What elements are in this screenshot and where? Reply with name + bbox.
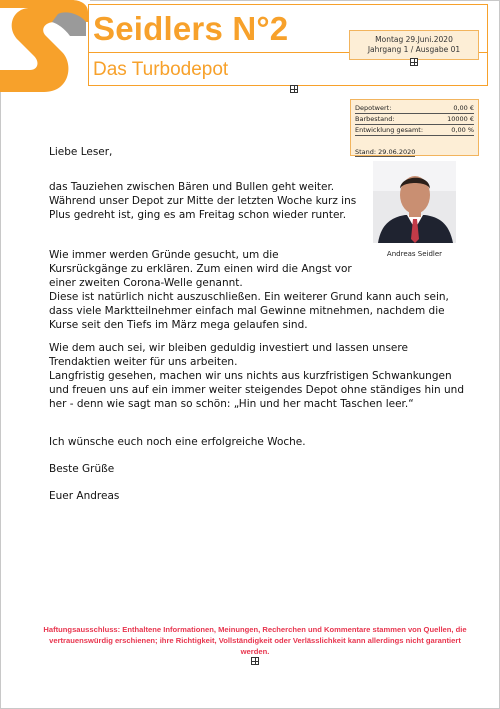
logo-s-icon [0,0,90,92]
depot-summary-box [350,99,479,156]
publication-title: Seidlers N°2 [93,10,289,47]
photo-caption: Andreas Seidler [386,250,443,258]
date-line: Montag 29.Juni.2020 [375,35,453,44]
header-rule-right [487,4,488,86]
depot-label: Barbestand: [355,115,395,123]
depot-row [355,115,474,125]
depot-value: 10000 € [447,115,474,123]
anchor-handle-footer[interactable] [251,657,259,665]
header [0,0,500,92]
letter-closing: Beste Grüße [49,463,115,475]
author-photo [373,161,456,243]
paragraph-part: Diese ist natürlich nicht auszuschließen. Ein weiterer Grund kann auch sein, dass viele Marktteilnehmer einfach mal Gewinne mitnehmen, nachdem die Kurse seit den Tiefs im März mega gelaufen sind. [49,291,449,331]
letter-greeting: Liebe Leser, [49,146,113,158]
issue-line: Jahrgang 1 / Ausgabe 01 [367,45,461,54]
header-rule-left [88,4,89,86]
depot-value: 0,00 € [453,104,474,112]
paragraph-part: Wie dem auch sei, wir bleiben geduldig investiert und lassen unsere Trendaktien weiter für uns arbeiten. [49,342,408,368]
depot-value: 0,00 % [451,126,474,134]
disclaimer: Haftungsausschluss: Enthaltene Informationen, Meinungen, Recherchen und Kommentare stammen von Quellen, die vertrauenswürdig erschienen; ihre Richtigkeit, Vollständigkeit oder Verlässlichkeit kann allerdings nicht garantiert werden. [43,625,467,656]
letter-paragraph [49,248,459,332]
anchor-handle-datebox[interactable] [410,58,418,66]
letter-paragraph: das Tauziehen zwischen Bären und Bullen geht weiter. Während unser Depot zur Mitte der letzten Woche kurz ins Plus gedreht ist, ging es am Freitag schon wieder runter. [49,181,357,221]
paragraph-part: Langfristig gesehen, machen wir uns nichts aus kurzfristigen Schwankungen und freuen uns auf ein immer weiter steigendes Depot ohne ständiges hin und her - denn wie sagt man so schön: „Hin und her macht Taschen leer.“ [49,370,464,410]
letter-wish: Ich wünsche euch noch eine erfolgreiche Woche. [49,436,306,448]
date-box [349,30,479,60]
header-rule-bottom [88,85,488,86]
anchor-handle-header[interactable] [290,85,298,93]
letter-signoff: Euer Andreas [49,490,120,502]
depot-row [355,104,474,114]
paragraph-part: Wie immer werden Gründe gesucht, um die Kursrückgänge zu erklären. Zum einen wird die Angst vor einer zweiten Corona-Welle genannt. [49,249,352,289]
depot-label: Entwicklung gesamt: [355,126,424,134]
header-rule-top [88,4,488,5]
publication-subtitle: Das Turbodepot [93,59,229,80]
depot-row [355,126,474,136]
depot-stand-date: Stand: 29.06.2020 [355,148,416,156]
letter-paragraph [49,341,469,411]
depot-label: Depotwert: [355,104,392,112]
